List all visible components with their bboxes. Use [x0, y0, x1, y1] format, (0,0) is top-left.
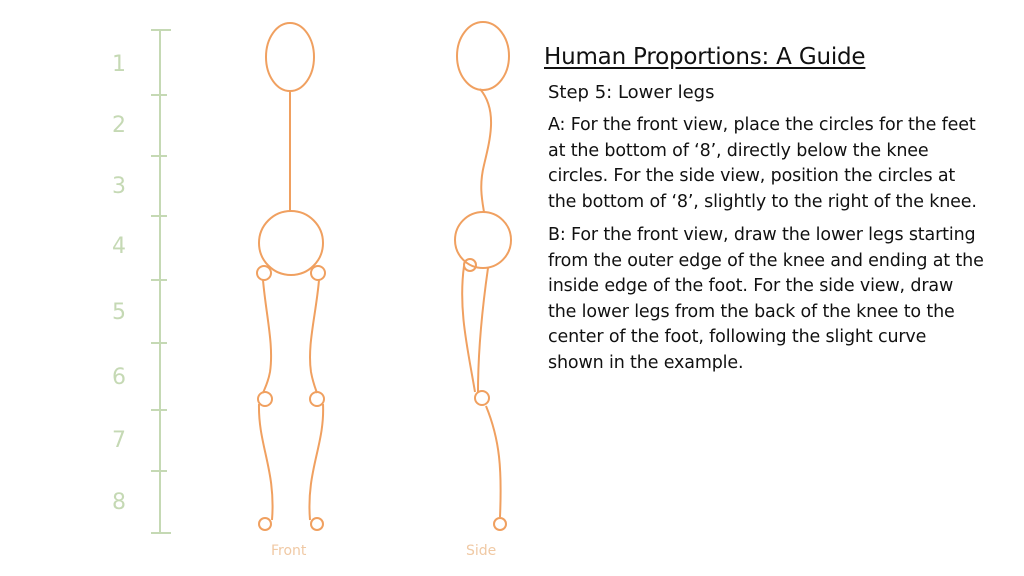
instruction-b — [548, 223, 984, 376]
front-lower-leg-right — [309, 404, 323, 520]
ruler-number-2: 2 — [112, 113, 126, 138]
front-figure — [257, 23, 325, 530]
instruction-a-text: For the front view, place the circles for the feet at the bottom of ‘8’, directly below the knee circles. For the side view, position the circles at the bottom of ‘8’, slightly to the right of the knee. — [548, 115, 977, 212]
side-knee — [475, 391, 489, 405]
ruler-number-4: 4 — [112, 234, 126, 259]
front-pelvis — [259, 211, 323, 275]
side-figure — [455, 22, 511, 530]
instruction-b-text: For the front view, draw the lower legs starting from the outer edge of the knee and ending at the inside edge of the foot. For the side view, draw the lower legs from the back of the knee to the center of the foot, following the slight curve shown in the example. — [548, 225, 984, 373]
front-hip-right — [311, 266, 325, 280]
front-head — [266, 23, 314, 91]
instruction-a-label: A: — [548, 115, 566, 135]
front-hip-left — [257, 266, 271, 280]
ruler-number-6: 6 — [112, 365, 126, 390]
instruction-b-label: B: — [548, 225, 566, 245]
side-pelvis — [455, 212, 511, 268]
side-foot — [494, 518, 506, 530]
front-foot-right — [311, 518, 323, 530]
side-spine — [480, 89, 491, 212]
step-heading: Step 5: Lower legs — [548, 82, 715, 103]
front-view-label: Front — [271, 543, 307, 559]
instructions-panel — [544, 44, 984, 384]
ruler-number-3: 3 — [112, 174, 126, 199]
ruler-number-8: 8 — [112, 490, 126, 515]
page-title: Human Proportions: A Guide — [544, 44, 866, 70]
side-thigh — [462, 266, 475, 392]
instruction-a — [548, 113, 984, 215]
side-head — [457, 22, 509, 90]
side-view-label: Side — [466, 543, 497, 559]
front-knee-right — [310, 392, 324, 406]
front-thigh-left — [263, 280, 271, 393]
side-thigh-front — [478, 268, 488, 392]
front-thigh-right — [310, 280, 319, 393]
front-knee-left — [258, 392, 272, 406]
ruler-number-5: 5 — [112, 300, 126, 325]
side-lower-leg — [486, 406, 501, 517]
height-ruler — [151, 30, 171, 533]
ruler-number-7: 7 — [112, 428, 126, 453]
ruler-number-1: 1 — [112, 52, 126, 77]
front-lower-leg-left — [259, 404, 273, 520]
front-foot-left — [259, 518, 271, 530]
